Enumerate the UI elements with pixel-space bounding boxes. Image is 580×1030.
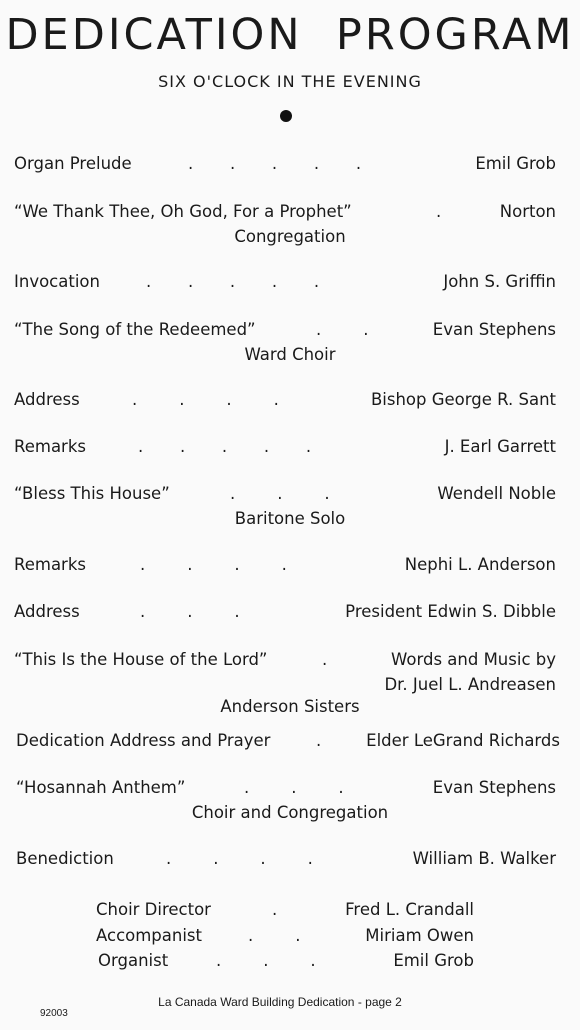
credit-role: Choir Director: [96, 900, 211, 919]
program-item-label: Benediction: [16, 849, 114, 868]
leader-dots: . .: [248, 926, 301, 945]
program-item-label: Dedication Address and Prayer: [16, 731, 271, 750]
program-item-label: Address: [14, 602, 80, 621]
leader-dots: . . . .: [166, 849, 313, 868]
program-item-subtitle: Ward Choir: [244, 345, 336, 364]
program-item-label: “This Is the House of the Lord”: [14, 650, 268, 669]
leader-dots: . . .: [230, 484, 330, 503]
program-item-performer: Evan Stephens: [432, 778, 556, 797]
credit-role: Organist: [98, 951, 169, 970]
program-item-performer: John S. Griffin: [443, 272, 556, 291]
leader-dots: . . .: [244, 778, 344, 797]
program-item-performer: J. Earl Garrett: [444, 437, 556, 456]
program-item-performer: Norton: [499, 202, 556, 221]
footer-id: 92003: [40, 1008, 68, 1019]
program-item-subtitle: Anderson Sisters: [220, 697, 360, 716]
program-item-label: Organ Prelude: [14, 154, 132, 173]
leader-dots: . . . . .: [146, 272, 320, 291]
program-item-performer: President Edwin S. Dibble: [345, 602, 556, 621]
leader-dots: .: [272, 900, 278, 919]
program-item-subtitle: Choir and Congregation: [191, 803, 389, 822]
leader-dots: . .: [316, 320, 369, 339]
page-subtitle: SIX O'CLOCK IN THE EVENING: [158, 72, 422, 91]
program-item-label: “The Song of the Redeemed”: [14, 320, 256, 339]
program-item-subtitle: Congregation: [234, 227, 346, 246]
credit-name: Emil Grob: [393, 951, 474, 970]
program-item-label: Remarks: [14, 437, 86, 456]
program-item-performer: Words and Music by: [391, 650, 556, 669]
bullet-ornament: [280, 110, 292, 122]
leader-dots: .: [322, 650, 328, 669]
footer-caption: La Canada Ward Building Dedication - page 2: [158, 995, 402, 1009]
program-item-performer: Emil Grob: [475, 154, 556, 173]
leader-dots: . . . . .: [188, 154, 362, 173]
leader-dots: .: [436, 202, 442, 221]
program-item-performer: Evan Stephens: [432, 320, 556, 339]
leader-dots: . . .: [140, 602, 240, 621]
leader-dots: . . . .: [140, 555, 287, 574]
leader-dots: . . . .: [132, 390, 279, 409]
program-item-composer: Dr. Juel L. Andreasen: [384, 675, 556, 694]
page-title: DEDICATION PROGRAM: [5, 10, 575, 60]
program-item-label: “Hosannah Anthem”: [16, 778, 186, 797]
program-item-performer: William B. Walker: [412, 849, 556, 868]
program-item-performer: Wendell Noble: [437, 484, 556, 503]
program-item-performer: Nephi L. Anderson: [404, 555, 556, 574]
program-item-label: “Bless This House”: [14, 484, 170, 503]
program-item-subtitle: Baritone Solo: [234, 509, 346, 528]
leader-dots: . . . . .: [138, 437, 312, 456]
program-item-label: Invocation: [14, 272, 100, 291]
program-item-performer: Elder LeGrand Richards: [366, 731, 560, 750]
leader-dots: .: [316, 731, 322, 750]
credit-role: Accompanist: [96, 926, 203, 945]
credit-name: Fred L. Crandall: [345, 900, 474, 919]
program-item-label: “We Thank Thee, Oh God, For a Prophet”: [14, 202, 352, 221]
program-item-performer: Bishop George R. Sant: [370, 390, 556, 409]
credit-name: Miriam Owen: [365, 926, 474, 945]
program-item-label: Address: [14, 390, 80, 409]
program-item-label: Remarks: [14, 555, 86, 574]
leader-dots: . . .: [216, 951, 316, 970]
